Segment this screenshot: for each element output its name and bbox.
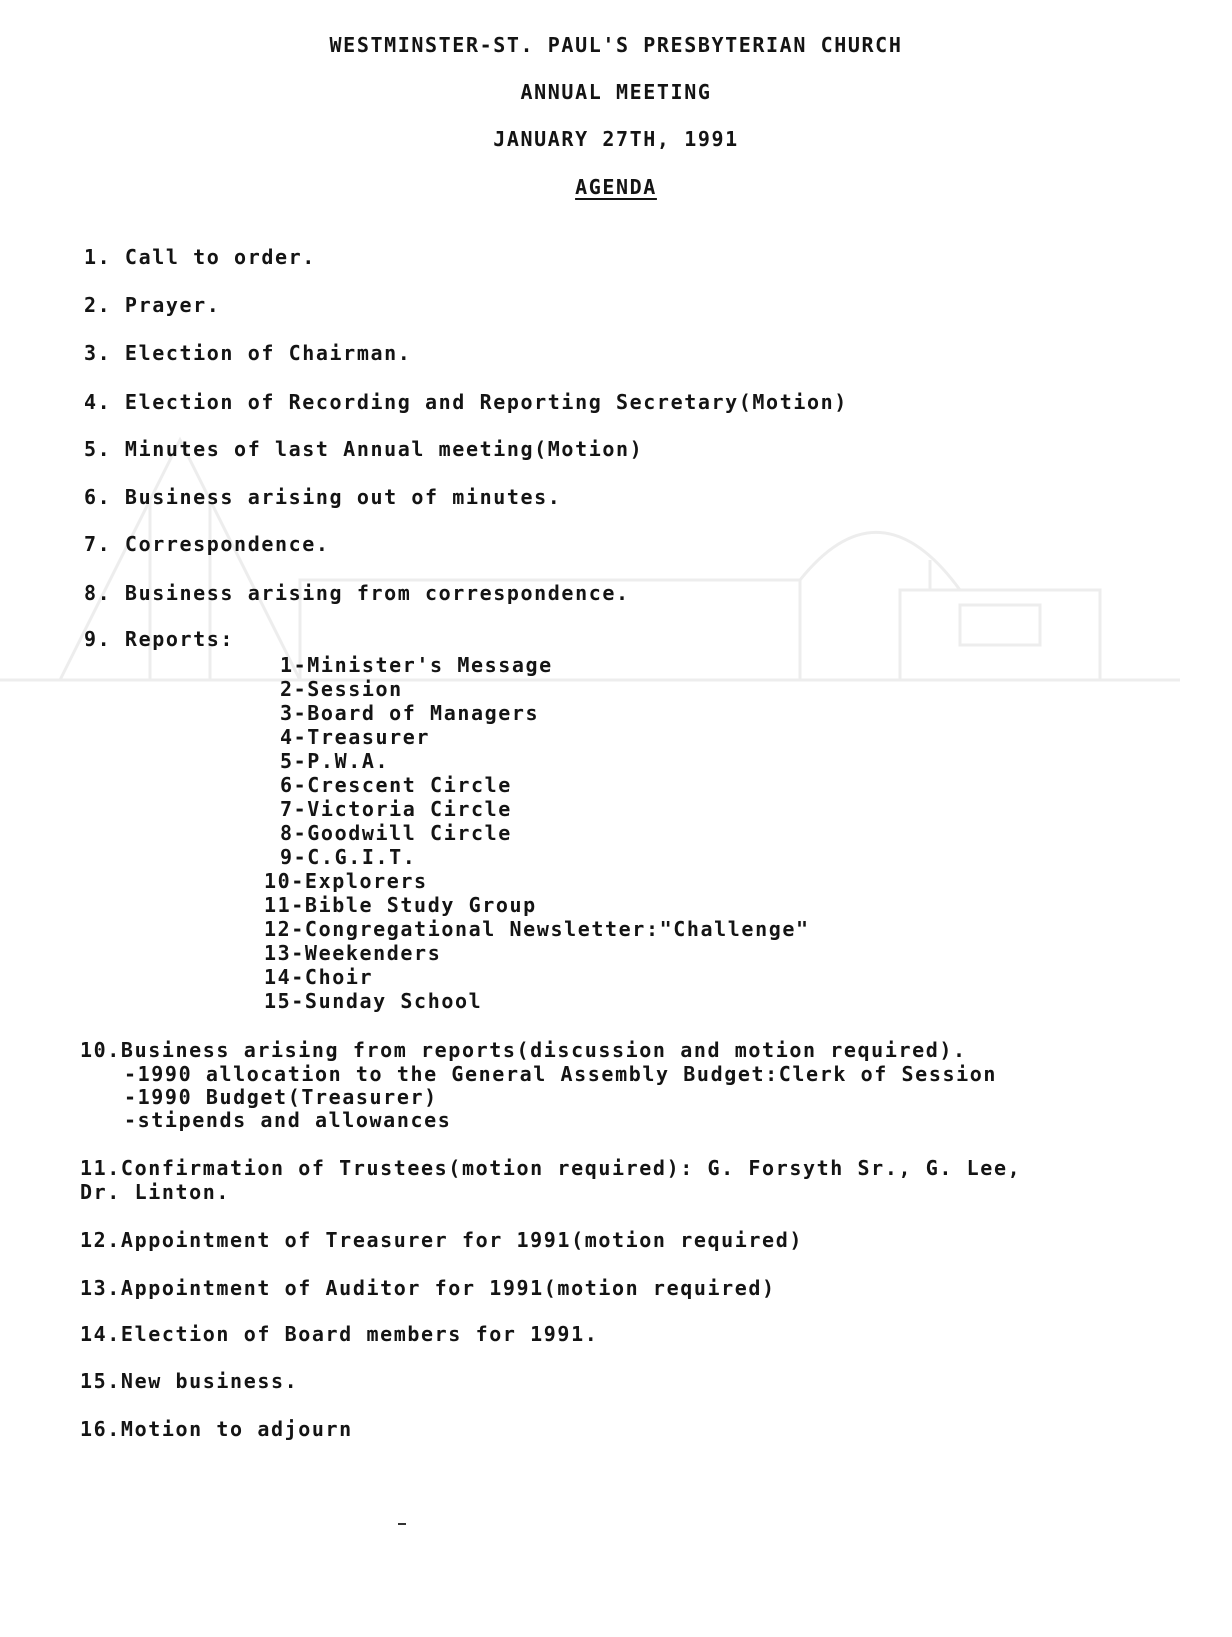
agenda-item: 2. Prayer. bbox=[84, 293, 221, 317]
agenda-subitem: -1990 allocation to the General Assembly Budget:Clerk of Session bbox=[124, 1062, 998, 1086]
agenda-item: 15.New business. bbox=[80, 1369, 299, 1393]
report-item: 10-Explorers bbox=[264, 869, 428, 893]
meeting-date: JANUARY 27TH, 1991 bbox=[493, 127, 739, 151]
agenda-heading: AGENDA bbox=[575, 175, 657, 199]
agenda-item: 6. Business arising out of minutes. bbox=[84, 485, 562, 509]
agenda-subitem: -stipends and allowances bbox=[124, 1108, 452, 1132]
church-building-watermark bbox=[0, 380, 1180, 740]
report-item: 4-Treasurer bbox=[280, 725, 431, 749]
report-item: 11-Bible Study Group bbox=[264, 893, 537, 917]
agenda-subitem: -1990 Budget(Treasurer) bbox=[124, 1085, 438, 1109]
report-item: 3-Board of Managers bbox=[280, 701, 540, 725]
agenda-item-11: 11.Confirmation of Trustees(motion required): G. Forsyth Sr., G. Lee, bbox=[80, 1156, 1022, 1180]
report-item: 1-Minister's Message bbox=[280, 653, 553, 677]
report-item: 5-P.W.A. bbox=[280, 749, 390, 773]
report-item: 15-Sunday School bbox=[264, 989, 483, 1013]
agenda-item: 16.Motion to adjourn bbox=[80, 1417, 353, 1441]
agenda-item-11-cont: Dr. Linton. bbox=[80, 1180, 231, 1204]
agenda-item: 12.Appointment of Treasurer for 1991(motion required) bbox=[80, 1228, 803, 1252]
agenda-item: 1. Call to order. bbox=[84, 245, 316, 269]
agenda-item: 4. Election of Recording and Reporting Secretary(Motion) bbox=[84, 390, 848, 414]
report-item: 8-Goodwill Circle bbox=[280, 821, 512, 845]
church-name: WESTMINSTER-ST. PAUL'S PRESBYTERIAN CHURCH bbox=[329, 33, 903, 57]
agenda-item: 7. Correspondence. bbox=[84, 532, 330, 556]
report-item: 12-Congregational Newsletter:"Challenge" bbox=[264, 917, 810, 941]
report-item: 13-Weekenders bbox=[264, 941, 442, 965]
agenda-item: 5. Minutes of last Annual meeting(Motion) bbox=[84, 437, 644, 461]
meeting-title: ANNUAL MEETING bbox=[520, 80, 712, 104]
agenda-item: 14.Election of Board members for 1991. bbox=[80, 1322, 599, 1346]
agenda-item: 13.Appointment of Auditor for 1991(motion required) bbox=[80, 1276, 776, 1300]
agenda-item-10: 10.Business arising from reports(discussion and motion required). bbox=[80, 1038, 967, 1062]
agenda-item-reports: 9. Reports: bbox=[84, 627, 235, 651]
stray-mark bbox=[398, 1523, 406, 1525]
report-item: 9-C.G.I.T. bbox=[280, 845, 417, 869]
report-item: 2-Session bbox=[280, 677, 403, 701]
report-item: 14-Choir bbox=[264, 965, 374, 989]
agenda-item: 3. Election of Chairman. bbox=[84, 341, 412, 365]
agenda-item: 8. Business arising from correspondence. bbox=[84, 581, 630, 605]
report-item: 7-Victoria Circle bbox=[280, 797, 512, 821]
report-item: 6-Crescent Circle bbox=[280, 773, 512, 797]
